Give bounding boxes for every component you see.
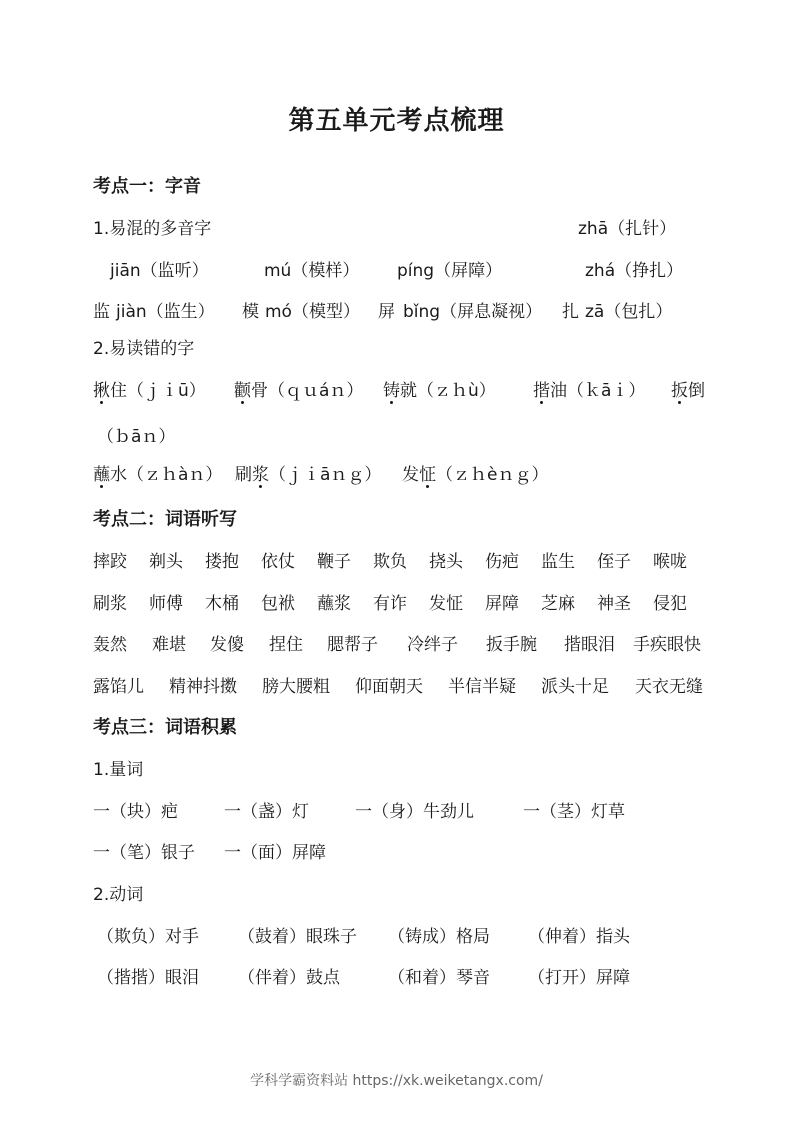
footer-watermark: 学科学霸资料站 https://xk.weiketangx.com/ [250,1073,543,1089]
poly-zha-zhengzha: zhá（挣扎） [585,261,684,281]
poly-jian-jiansheng: jiàn（监生） [116,302,215,322]
poly-zha-zhen: zhā（扎针） [578,219,677,239]
subheading-misread: 2.易读错的字 [93,339,195,359]
dictation-word: 仰面朝天 [355,677,423,697]
dictation-word: 伤疤 [485,552,519,572]
misread-rest: （ｊｉāｎｇ） [269,465,382,485]
misread-zhanshui [93,460,222,485]
poly-jian-char: 监 [93,302,110,322]
dictation-word: 难堪 [152,635,186,655]
poly-bing-bingxi: bǐng（屏息凝视） [403,302,543,322]
misread-bandao-pinyin: （ｂāｎ） [97,427,176,447]
dictation-word: 捏住 [269,635,303,655]
subheading-verbs: 2.动词 [93,885,144,905]
dictation-word: 精神抖擞 [169,677,237,697]
misread-char: 揩 [533,376,550,401]
poly-bing-char: 屏 [378,302,395,322]
verb-phrase: （伸着）指头 [528,927,630,947]
poly-mo-char: 模 [242,302,259,322]
dictation-word: 神圣 [597,594,631,614]
dictation-word: 挠头 [429,552,463,572]
misread-rest: 倒 [688,381,705,401]
poly-za-baoza: zā（包扎） [585,302,673,322]
poly-ping-pingzhang: píng（屏障） [397,261,503,281]
dictation-word: 剃头 [149,552,183,572]
dictation-word: 冷绊子 [407,635,458,655]
dictation-word: 侵犯 [653,594,687,614]
verb-phrase: （伴着）鼓点 [238,968,340,988]
dictation-word: 喉咙 [653,552,687,572]
measure-word: 一（面）屏障 [224,843,326,863]
section-heading-vocabulary: 考点三：词语积累 [93,717,237,738]
dictation-word: 揩眼泪 [564,635,615,655]
dictation-word: 依仗 [261,552,295,572]
dictation-word: 屏障 [485,594,519,614]
dictation-word: 轰然 [93,635,127,655]
dictation-word: 半信半疑 [448,677,516,697]
misread-zhujiu [383,376,496,401]
measure-word: 一（块）疤 [93,802,178,822]
misread-lead: 发 [402,465,419,485]
subheading-measure-words: 1.量词 [93,760,144,780]
misread-char: 浆 [252,460,269,485]
dictation-word: 派头十足 [541,677,609,697]
measure-word: 一（身）牛劲儿 [355,802,474,822]
dictation-word: 蘸浆 [317,594,351,614]
dictation-word: 侄子 [597,552,631,572]
dictation-word: 芝麻 [541,594,575,614]
dictation-word: 欺负 [373,552,407,572]
misread-bandao [671,376,705,401]
dictation-word: 鞭子 [317,552,351,572]
misread-char: 怔 [419,460,436,485]
dictation-word: 天衣无缝 [635,677,703,697]
dictation-word: 摔跤 [93,552,127,572]
dictation-word: 发傻 [210,635,244,655]
dictation-word: 膀大腰粗 [262,677,330,697]
misread-shuajiang [235,460,381,485]
misread-char: 蘸 [93,460,110,485]
measure-word: 一（盏）灯 [224,802,309,822]
dictation-word: 腮帮子 [327,635,378,655]
section-heading-pronunciation: 考点一：字音 [93,176,201,197]
misread-rest: 骨（ｑｕáｎ） [251,381,364,401]
poly-mo-moxing: mó（模型） [265,302,360,322]
misread-kaiyou [533,376,645,401]
poly-jian-jianting: jiān（监听） [110,261,209,281]
misread-rest: 住（ｊｉū） [110,381,206,401]
dictation-word: 监生 [541,552,575,572]
misread-quangu [234,376,363,401]
verb-phrase: （和着）琴音 [388,968,490,988]
misread-char: 揪 [93,376,110,401]
misread-lead: 刷 [235,465,252,485]
dictation-word: 有诈 [373,594,407,614]
misread-char: 扳 [671,376,688,401]
section-heading-dictation: 考点二：词语听写 [93,509,237,530]
misread-rest: （ｚｈèｎｇ） [436,465,549,485]
misread-fazheng [402,460,548,485]
misread-rest: 水（ｚｈàｎ） [110,465,223,485]
verb-phrase: （鼓着）眼珠子 [238,927,357,947]
verb-phrase: （揩揩）眼泪 [97,968,199,988]
dictation-word: 包袱 [261,594,295,614]
dictation-word: 刷浆 [93,594,127,614]
page-title: 第五单元考点梳理 [288,106,505,136]
verb-phrase: （打开）屏障 [528,968,630,988]
poly-mu-muyang: mú（模样） [264,261,360,281]
verb-phrase: （欺负）对手 [97,927,199,947]
misread-char: 颧 [234,376,251,401]
misread-char: 铸 [383,376,400,401]
measure-word: 一（笔）银子 [93,843,195,863]
misread-rest: 就（ｚｈù） [400,381,496,401]
measure-word: 一（茎）灯草 [523,802,625,822]
misread-rest: 油（ｋāｉ） [550,381,646,401]
dictation-word: 扳手腕 [486,635,537,655]
subheading-polyphonic: 1.易混的多音字 [93,219,212,239]
dictation-word: 木桶 [205,594,239,614]
dictation-word: 发怔 [429,594,463,614]
dictation-word: 搂抱 [205,552,239,572]
poly-za-char: 扎 [562,302,579,322]
dictation-word: 师傅 [149,594,183,614]
misread-jiuzhu [93,376,206,401]
verb-phrase: （铸成）格局 [388,927,490,947]
dictation-word: 手疾眼快 [633,635,701,655]
dictation-word: 露馅儿 [93,677,144,697]
